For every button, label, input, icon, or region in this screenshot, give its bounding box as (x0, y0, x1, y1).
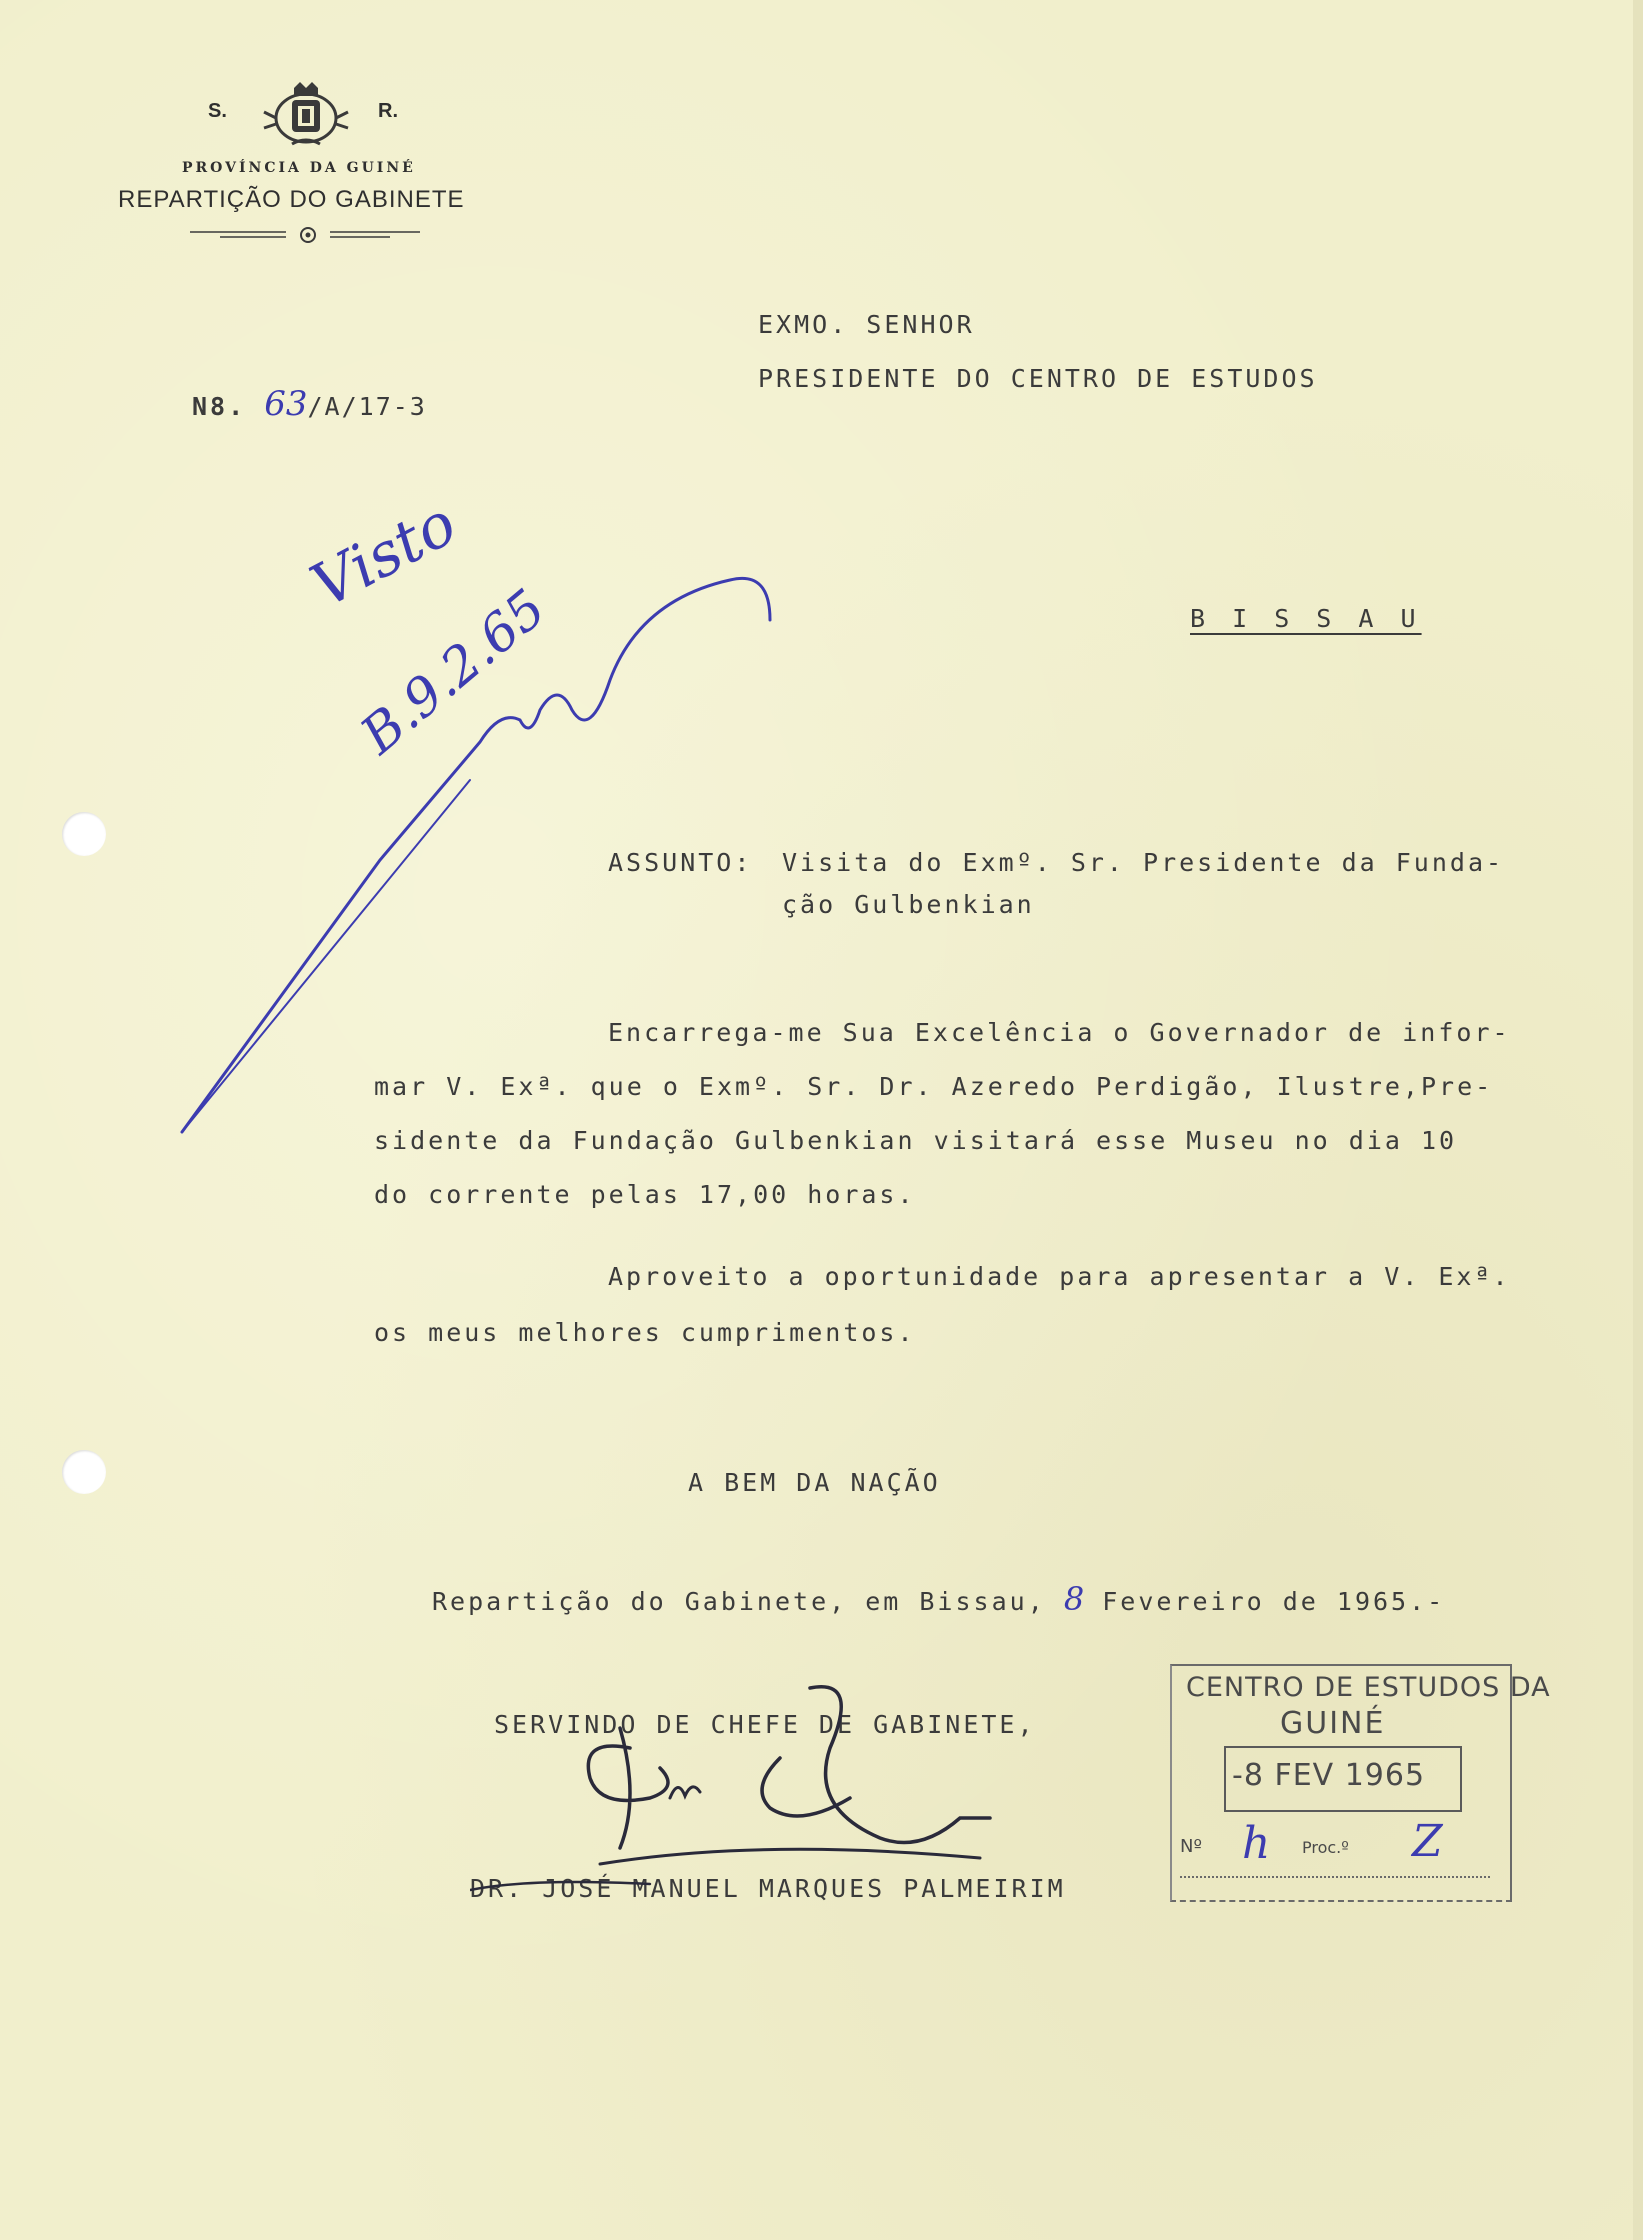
addressee-line-2: PRESIDENTE DO CENTRO DE ESTUDOS (758, 364, 1318, 393)
body-p2-line-1: Aproveito a oportunidade para apresentar a V. Exª. (608, 1262, 1511, 1291)
stamp-date: -8 FEV 1965 (1232, 1758, 1426, 1793)
stamp-dotted-line (1180, 1876, 1490, 1878)
letterhead-right-initial: R. (378, 100, 398, 122)
body-p1-line-1: Encarrega-me Sua Excelência o Governador de infor- (608, 1018, 1511, 1047)
stamp-institution-line-2: GUINÉ (1280, 1706, 1386, 1741)
stamp-date-box (1224, 1746, 1462, 1812)
reference-handwritten-number: 63 (264, 384, 308, 424)
closing-motto: A BEM DA NAÇÃO (688, 1468, 941, 1497)
signature-title: SERVINDO DE CHEFE DE GABINETE, (494, 1710, 1036, 1739)
closing-place-prefix: Repartição do Gabinete, em Bissau, (432, 1587, 1046, 1616)
closing-place-date (432, 1580, 1445, 1618)
signature-name: DR. JOSÉ MANUEL MARQUES PALMEIRIM (470, 1874, 1066, 1903)
reference-suffix: /A/17-3 (307, 392, 427, 421)
punch-hole-bottom (62, 1450, 106, 1494)
stamp-number-label: Nº (1180, 1836, 1202, 1857)
closing-place-suffix: Fevereiro de 1965.- (1102, 1587, 1446, 1616)
body-p1-line-3: sidente da Fundação Gulbenkian visitará esse Museu no dia 10 (374, 1126, 1458, 1155)
letterhead-left-initial: S. (208, 100, 227, 122)
subject-line-2: ção Gulbenkian (782, 890, 1035, 919)
letterhead-ornament-rule (190, 224, 430, 244)
letterhead-province: PROVÍNCIA DA GUINÉ (182, 160, 416, 176)
stamp-institution-line-1: CENTRO DE ESTUDOS DA (1186, 1672, 1551, 1703)
reference-prefix: N8. (192, 392, 247, 421)
body-p1-line-2: mar V. Exª. que o Exmº. Sr. Dr. Azeredo Perdigão, Ilustre,Pre- (374, 1072, 1494, 1101)
letterhead-office: REPARTIÇÃO DO GABINETE (118, 186, 465, 213)
punch-hole-top (62, 812, 106, 856)
stamp-process-label: Proc.º (1302, 1838, 1349, 1857)
signature-name-strikeout (470, 1868, 670, 1898)
subject-label: ASSUNTO: (608, 848, 753, 877)
addressee-line-1: EXMO. SENHOR (758, 310, 975, 339)
stamp-process-value: Z (1412, 1816, 1443, 1867)
addressee-city: B I S S A U (1190, 604, 1422, 633)
subject-line-1: Visita do Exmº. Sr. Presidente da Funda- (782, 848, 1505, 877)
handwritten-signature (560, 1668, 1060, 1878)
reception-stamp (1170, 1664, 1551, 1902)
reference-number (192, 384, 427, 424)
closing-day-handwritten: 8 (1063, 1580, 1085, 1618)
coat-of-arms-icon (262, 78, 350, 150)
body-p2-line-2: os meus melhores cumprimentos. (374, 1318, 916, 1347)
margin-note-visto: Visto (300, 488, 468, 622)
stamp-number-value: h (1242, 1818, 1271, 1869)
body-p1-line-4: do corrente pelas 17,00 horas. (374, 1180, 916, 1209)
margin-note-date: B.9.2.65 (350, 578, 558, 766)
